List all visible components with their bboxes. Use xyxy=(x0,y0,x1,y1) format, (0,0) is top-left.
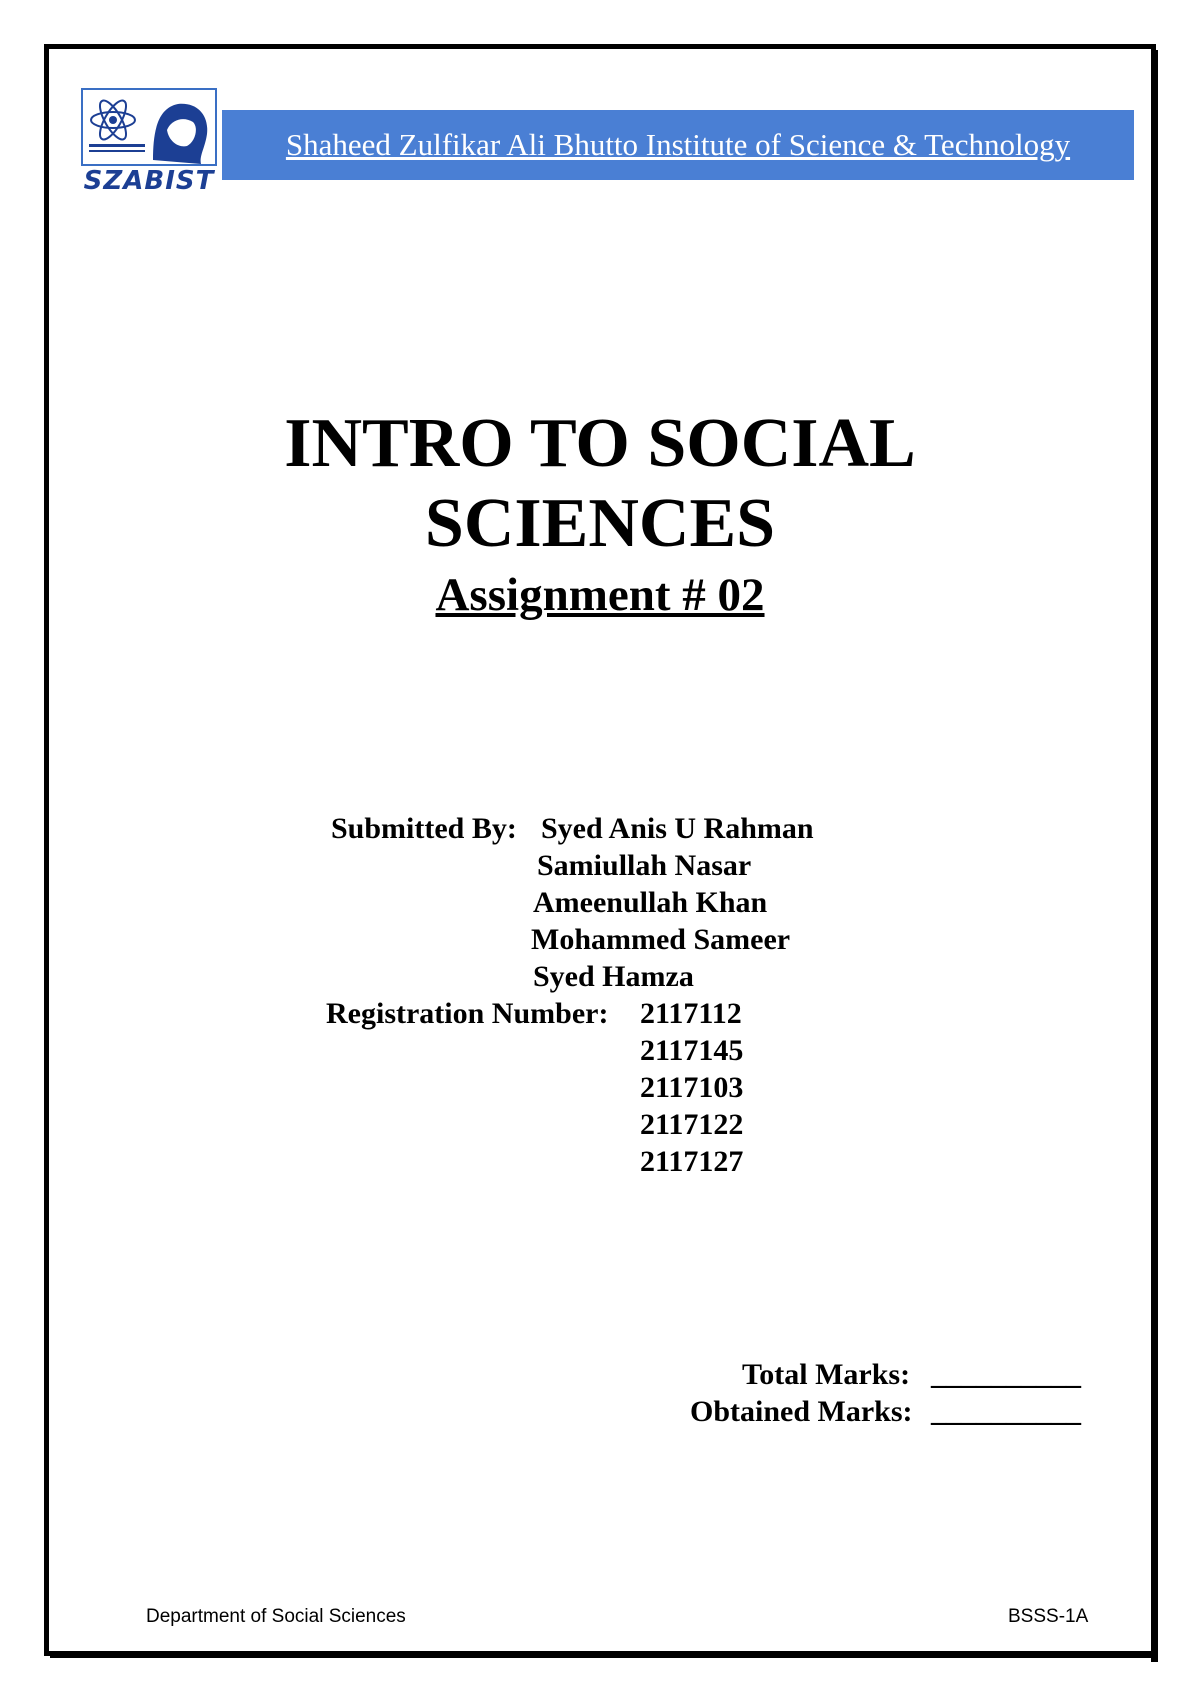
student-name: Mohammed Sameer xyxy=(531,923,791,956)
footer-department: Department of Social Sciences xyxy=(146,1606,406,1627)
registration-label: Registration Number: xyxy=(326,997,609,1030)
registration-number: 2117127 xyxy=(640,1145,744,1178)
total-marks-blank: __________ xyxy=(931,1358,1081,1391)
szabist-logo xyxy=(81,88,219,196)
institute-banner xyxy=(222,110,1134,180)
course-title-line2: SCIENCES xyxy=(424,485,776,562)
course-title-line1: INTRO TO SOCIAL xyxy=(284,405,916,482)
student-name: Samiullah Nasar xyxy=(537,849,752,882)
registration-number: 2117103 xyxy=(640,1071,744,1104)
footer-class: BSSS-1A xyxy=(1008,1606,1089,1627)
logo-emblem xyxy=(81,88,217,166)
institute-name: Shaheed Zulfikar Ali Bhutto Institute of Science & Technology xyxy=(285,127,1071,162)
submitted-by-label: Submitted By: xyxy=(331,812,517,845)
obtained-marks-blank: __________ xyxy=(931,1395,1081,1428)
page-border-shadow-bottom xyxy=(50,1651,1158,1658)
registration-number: 2117145 xyxy=(640,1034,744,1067)
registration-number: 2117122 xyxy=(640,1108,744,1141)
student-name: Syed Hamza xyxy=(533,960,694,993)
page-border-shadow-right xyxy=(1151,50,1158,1662)
assignment-number: Assignment # 02 xyxy=(435,569,765,621)
logo-wordmark: SZABIST xyxy=(83,166,215,196)
total-marks-label: Total Marks: xyxy=(742,1358,911,1391)
registration-number: 2117112 xyxy=(640,997,742,1030)
student-name: Syed Anis U Rahman xyxy=(541,812,814,845)
student-name: Ameenullah Khan xyxy=(533,886,768,919)
obtained-marks-label: Obtained Marks: xyxy=(690,1395,913,1428)
atom-portrait-icon xyxy=(83,90,215,164)
